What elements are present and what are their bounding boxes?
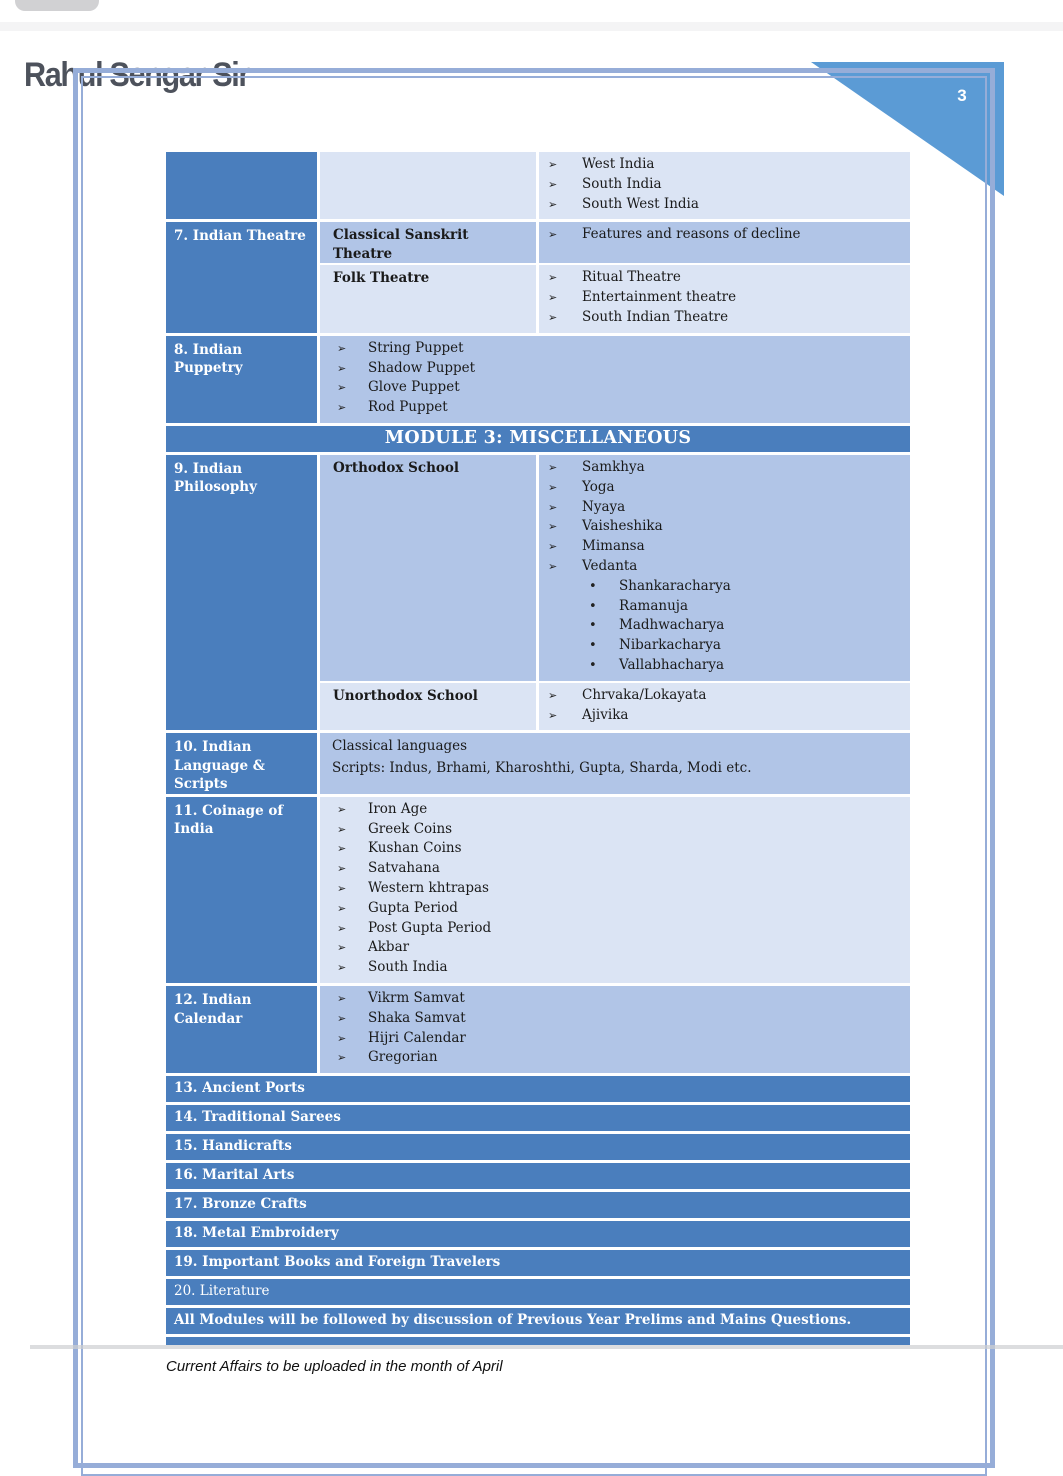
table-row-topic: 17. Bronze Crafts bbox=[166, 1192, 910, 1218]
bullet-text: Chrvaka/Lokayata bbox=[582, 686, 707, 703]
language-text-cell bbox=[320, 733, 910, 794]
bottom-edge-shadow bbox=[30, 1345, 1063, 1349]
arrow-bullet-icon: ➢ bbox=[548, 480, 558, 494]
bullet-item bbox=[539, 517, 910, 537]
arrow-bullet-icon: ➢ bbox=[548, 688, 558, 702]
arrow-bullet-icon: ➢ bbox=[548, 158, 558, 171]
bullet-text: Entertainment theatre bbox=[582, 289, 737, 306]
bullet-text: Iron Age bbox=[368, 800, 428, 817]
page-content bbox=[166, 152, 910, 1375]
arrow-bullet-icon: ➢ bbox=[548, 708, 558, 722]
bullet-item bbox=[539, 288, 910, 308]
bullet-item bbox=[320, 839, 910, 859]
bullet-list-regions bbox=[539, 152, 910, 219]
arrow-bullet-icon: ➢ bbox=[337, 401, 347, 415]
bullet-list-orthodox-schools bbox=[539, 458, 910, 577]
bullet-text: Mimansa bbox=[582, 538, 645, 555]
bullet-item bbox=[320, 1048, 910, 1068]
bullet-item bbox=[320, 899, 910, 919]
bullet-text: Shaka Samvat bbox=[368, 1009, 466, 1026]
bullet-item bbox=[580, 616, 910, 636]
table-row-topic: 18. Metal Embroidery bbox=[166, 1221, 910, 1247]
bullet-item bbox=[539, 458, 910, 478]
row-header-cell: 9. Indian Philosophy bbox=[166, 455, 317, 730]
table-row-topic: 13. Ancient Ports bbox=[166, 1076, 910, 1102]
bullet-item bbox=[539, 686, 910, 706]
bullet-item bbox=[539, 478, 910, 498]
bullet-item bbox=[320, 958, 910, 978]
bullet-item bbox=[539, 268, 910, 288]
arrow-bullet-icon: ➢ bbox=[337, 1051, 347, 1065]
table-row-topic: 14. Traditional Sarees bbox=[166, 1105, 910, 1131]
arrow-bullet-icon: ➢ bbox=[337, 882, 347, 896]
bullet-item bbox=[320, 378, 910, 398]
bullet-item bbox=[320, 938, 910, 958]
bullet-item bbox=[320, 1009, 910, 1029]
arrow-bullet-icon: ➢ bbox=[337, 341, 347, 355]
table-row-topic: 20. Literature bbox=[166, 1279, 910, 1305]
bullet-text: Glove Puppet bbox=[368, 379, 460, 396]
bullet-text: String Puppet bbox=[368, 339, 464, 356]
row-header-cell: 12. Indian Calendar bbox=[166, 986, 317, 1073]
arrow-bullet-icon: ➢ bbox=[337, 862, 347, 876]
subtopic-cell: Unorthodox School bbox=[320, 683, 536, 731]
bullet-item bbox=[539, 175, 910, 195]
top-gray-band bbox=[0, 22, 1063, 31]
bullet-list-orthodox bbox=[539, 455, 910, 681]
bullet-text: Madhwacharya bbox=[619, 617, 725, 634]
arrow-bullet-icon: ➢ bbox=[548, 559, 558, 573]
arrow-bullet-icon: ➢ bbox=[548, 197, 558, 211]
bullet-item bbox=[539, 557, 910, 577]
row-header-cell: 8. Indian Puppetry bbox=[166, 336, 317, 423]
syllabus-table bbox=[166, 152, 910, 1345]
bullet-text: Vedanta bbox=[582, 557, 638, 574]
bullet-text: Hijri Calendar bbox=[368, 1029, 466, 1046]
bullet-item bbox=[580, 577, 910, 597]
bullet-item bbox=[320, 919, 910, 939]
arrow-bullet-icon: ➢ bbox=[337, 992, 347, 1005]
bullet-item bbox=[320, 1029, 910, 1049]
arrow-bullet-icon: ➢ bbox=[337, 802, 347, 816]
bullet-text: Samkhya bbox=[582, 458, 645, 475]
bullet-text: South Indian Theatre bbox=[582, 308, 729, 325]
arrow-bullet-icon: ➢ bbox=[337, 381, 347, 395]
arrow-bullet-icon: ➢ bbox=[337, 842, 347, 856]
watermark-text: Rahul Sengar Sir bbox=[24, 56, 249, 94]
bullet-item bbox=[320, 879, 910, 899]
bullet-item bbox=[539, 195, 910, 215]
subtopic-cell: Orthodox School bbox=[320, 455, 536, 681]
subtopic-cell: Classical Sanskrit Theatre bbox=[320, 222, 536, 263]
table-row-indian-puppetry bbox=[166, 336, 910, 423]
current-affairs-note: Current Affairs to be uploaded in the month of April bbox=[166, 1358, 503, 1376]
arrow-bullet-icon: ➢ bbox=[337, 921, 347, 935]
page-number: 3 bbox=[957, 86, 967, 105]
arrow-bullet-icon: ➢ bbox=[548, 291, 558, 305]
bullet-item bbox=[320, 859, 910, 879]
table-row-continuation bbox=[166, 152, 910, 219]
table-row-indian-philosophy bbox=[166, 455, 910, 730]
bullet-text: Vaisheshika bbox=[582, 518, 663, 535]
bullet-item bbox=[539, 498, 910, 518]
arrow-bullet-icon: ➢ bbox=[548, 520, 558, 534]
arrow-bullet-icon: ➢ bbox=[548, 310, 558, 324]
bullet-text: Kushan Coins bbox=[368, 840, 462, 857]
bullet-list-puppetry bbox=[320, 336, 910, 423]
bullet-item bbox=[320, 398, 910, 418]
bullet-text: Shankaracharya bbox=[619, 577, 731, 594]
bullet-text: Vallabhacharya bbox=[619, 656, 725, 673]
bullet-text: Akbar bbox=[368, 939, 410, 956]
arrow-bullet-icon: ➢ bbox=[337, 961, 347, 975]
subtopic-cell: Folk Theatre bbox=[320, 265, 536, 332]
bullet-text: Vikrm Samvat bbox=[368, 990, 465, 1006]
table-row-note: All Modules will be followed by discussion of Previous Year Prelims and Mains Questions. bbox=[166, 1308, 910, 1334]
bullet-item bbox=[539, 225, 910, 245]
arrow-bullet-icon: ➢ bbox=[548, 500, 558, 514]
arrow-bullet-icon: ➢ bbox=[337, 361, 347, 375]
bullet-text: Greek Coins bbox=[368, 820, 453, 837]
bullet-text: Ramanuja bbox=[619, 597, 688, 614]
table-row-topic: 16. Marital Arts bbox=[166, 1163, 910, 1189]
bullet-list-folk-theatre bbox=[539, 265, 910, 332]
bullet-text: Gregorian bbox=[368, 1049, 438, 1066]
bullet-item bbox=[539, 155, 910, 175]
table-row-topic: 19. Important Books and Foreign Travelers bbox=[166, 1250, 910, 1276]
language-line: Classical languages bbox=[332, 738, 468, 755]
bullet-text: Post Gupta Period bbox=[368, 919, 492, 936]
bullet-text: Satvahana bbox=[368, 860, 440, 877]
arrow-bullet-icon: ➢ bbox=[337, 1031, 347, 1045]
bullet-item bbox=[320, 359, 910, 379]
bullet-list-unorthodox bbox=[539, 683, 910, 731]
module-3-header: MODULE 3: MISCELLANEOUS bbox=[166, 426, 910, 452]
arrow-bullet-icon: ➢ bbox=[548, 540, 558, 554]
subtopic-cell-empty bbox=[320, 152, 536, 219]
bullet-list-vedanta-acharyas bbox=[539, 577, 910, 676]
bullet-text: Nyaya bbox=[582, 498, 626, 515]
row-header-cell-empty bbox=[166, 152, 317, 219]
arrow-bullet-icon: ➢ bbox=[337, 822, 347, 836]
table-row-language-scripts bbox=[166, 733, 910, 794]
bullet-item bbox=[580, 597, 910, 617]
bullet-text: South West India bbox=[582, 195, 699, 212]
bullet-text: Yoga bbox=[582, 478, 615, 495]
dot-bullet-icon: • bbox=[589, 657, 597, 673]
bullet-text: Nibarkacharya bbox=[619, 637, 721, 654]
bullet-item bbox=[580, 656, 910, 676]
bullet-list-coinage bbox=[320, 797, 910, 983]
arrow-bullet-icon: ➢ bbox=[548, 271, 558, 285]
table-row-coinage bbox=[166, 797, 910, 983]
dot-bullet-icon: • bbox=[589, 638, 597, 654]
table-row-indian-theatre bbox=[166, 222, 910, 332]
bullet-text: Features and reasons of decline bbox=[582, 226, 801, 243]
table-row-calendar bbox=[166, 986, 910, 1073]
bullet-item bbox=[580, 636, 910, 656]
row-header-cell: 11. Coinage of India bbox=[166, 797, 317, 983]
bullet-item bbox=[539, 308, 910, 328]
dot-bullet-icon: • bbox=[589, 598, 597, 614]
bullet-item bbox=[320, 989, 910, 1009]
bullet-text: Ajivika bbox=[582, 706, 629, 723]
bullet-text: Gupta Period bbox=[368, 899, 458, 916]
arrow-bullet-icon: ➢ bbox=[548, 460, 558, 474]
arrow-bullet-icon: ➢ bbox=[337, 941, 347, 955]
language-line: Scripts: Indus, Brhami, Kharoshthi, Gupta, Sharda, Modi etc. bbox=[332, 759, 752, 776]
bullet-item bbox=[320, 339, 910, 359]
bullet-item bbox=[539, 537, 910, 557]
row-header-cell: 7. Indian Theatre bbox=[166, 222, 317, 332]
bullet-item bbox=[539, 706, 910, 726]
arrow-bullet-icon: ➢ bbox=[548, 228, 558, 242]
arrow-bullet-icon: ➢ bbox=[337, 901, 347, 915]
browser-tab-remnant[interactable] bbox=[15, 0, 99, 11]
bullet-text: Shadow Puppet bbox=[368, 359, 476, 376]
table-row-empty bbox=[166, 1337, 910, 1345]
bullet-text: South India bbox=[582, 175, 662, 192]
row-header-cell: 10. Indian Language & Scripts bbox=[166, 733, 317, 794]
arrow-bullet-icon: ➢ bbox=[337, 1011, 347, 1025]
dot-bullet-icon: • bbox=[589, 618, 597, 634]
bullet-text: South India bbox=[368, 959, 448, 976]
bullet-text: Ritual Theatre bbox=[582, 269, 681, 286]
table-row-topic: 15. Handicrafts bbox=[166, 1134, 910, 1160]
bullet-text: Western khtrapas bbox=[368, 880, 489, 897]
bullet-list-sanskrit-theatre bbox=[539, 222, 910, 263]
bullet-text: West India bbox=[582, 156, 655, 172]
bullet-item bbox=[320, 800, 910, 820]
bullet-list-calendar bbox=[320, 986, 910, 1073]
bullet-text: Rod Puppet bbox=[368, 399, 448, 416]
arrow-bullet-icon: ➢ bbox=[548, 177, 558, 191]
dot-bullet-icon: • bbox=[589, 578, 597, 594]
bullet-item bbox=[320, 820, 910, 840]
